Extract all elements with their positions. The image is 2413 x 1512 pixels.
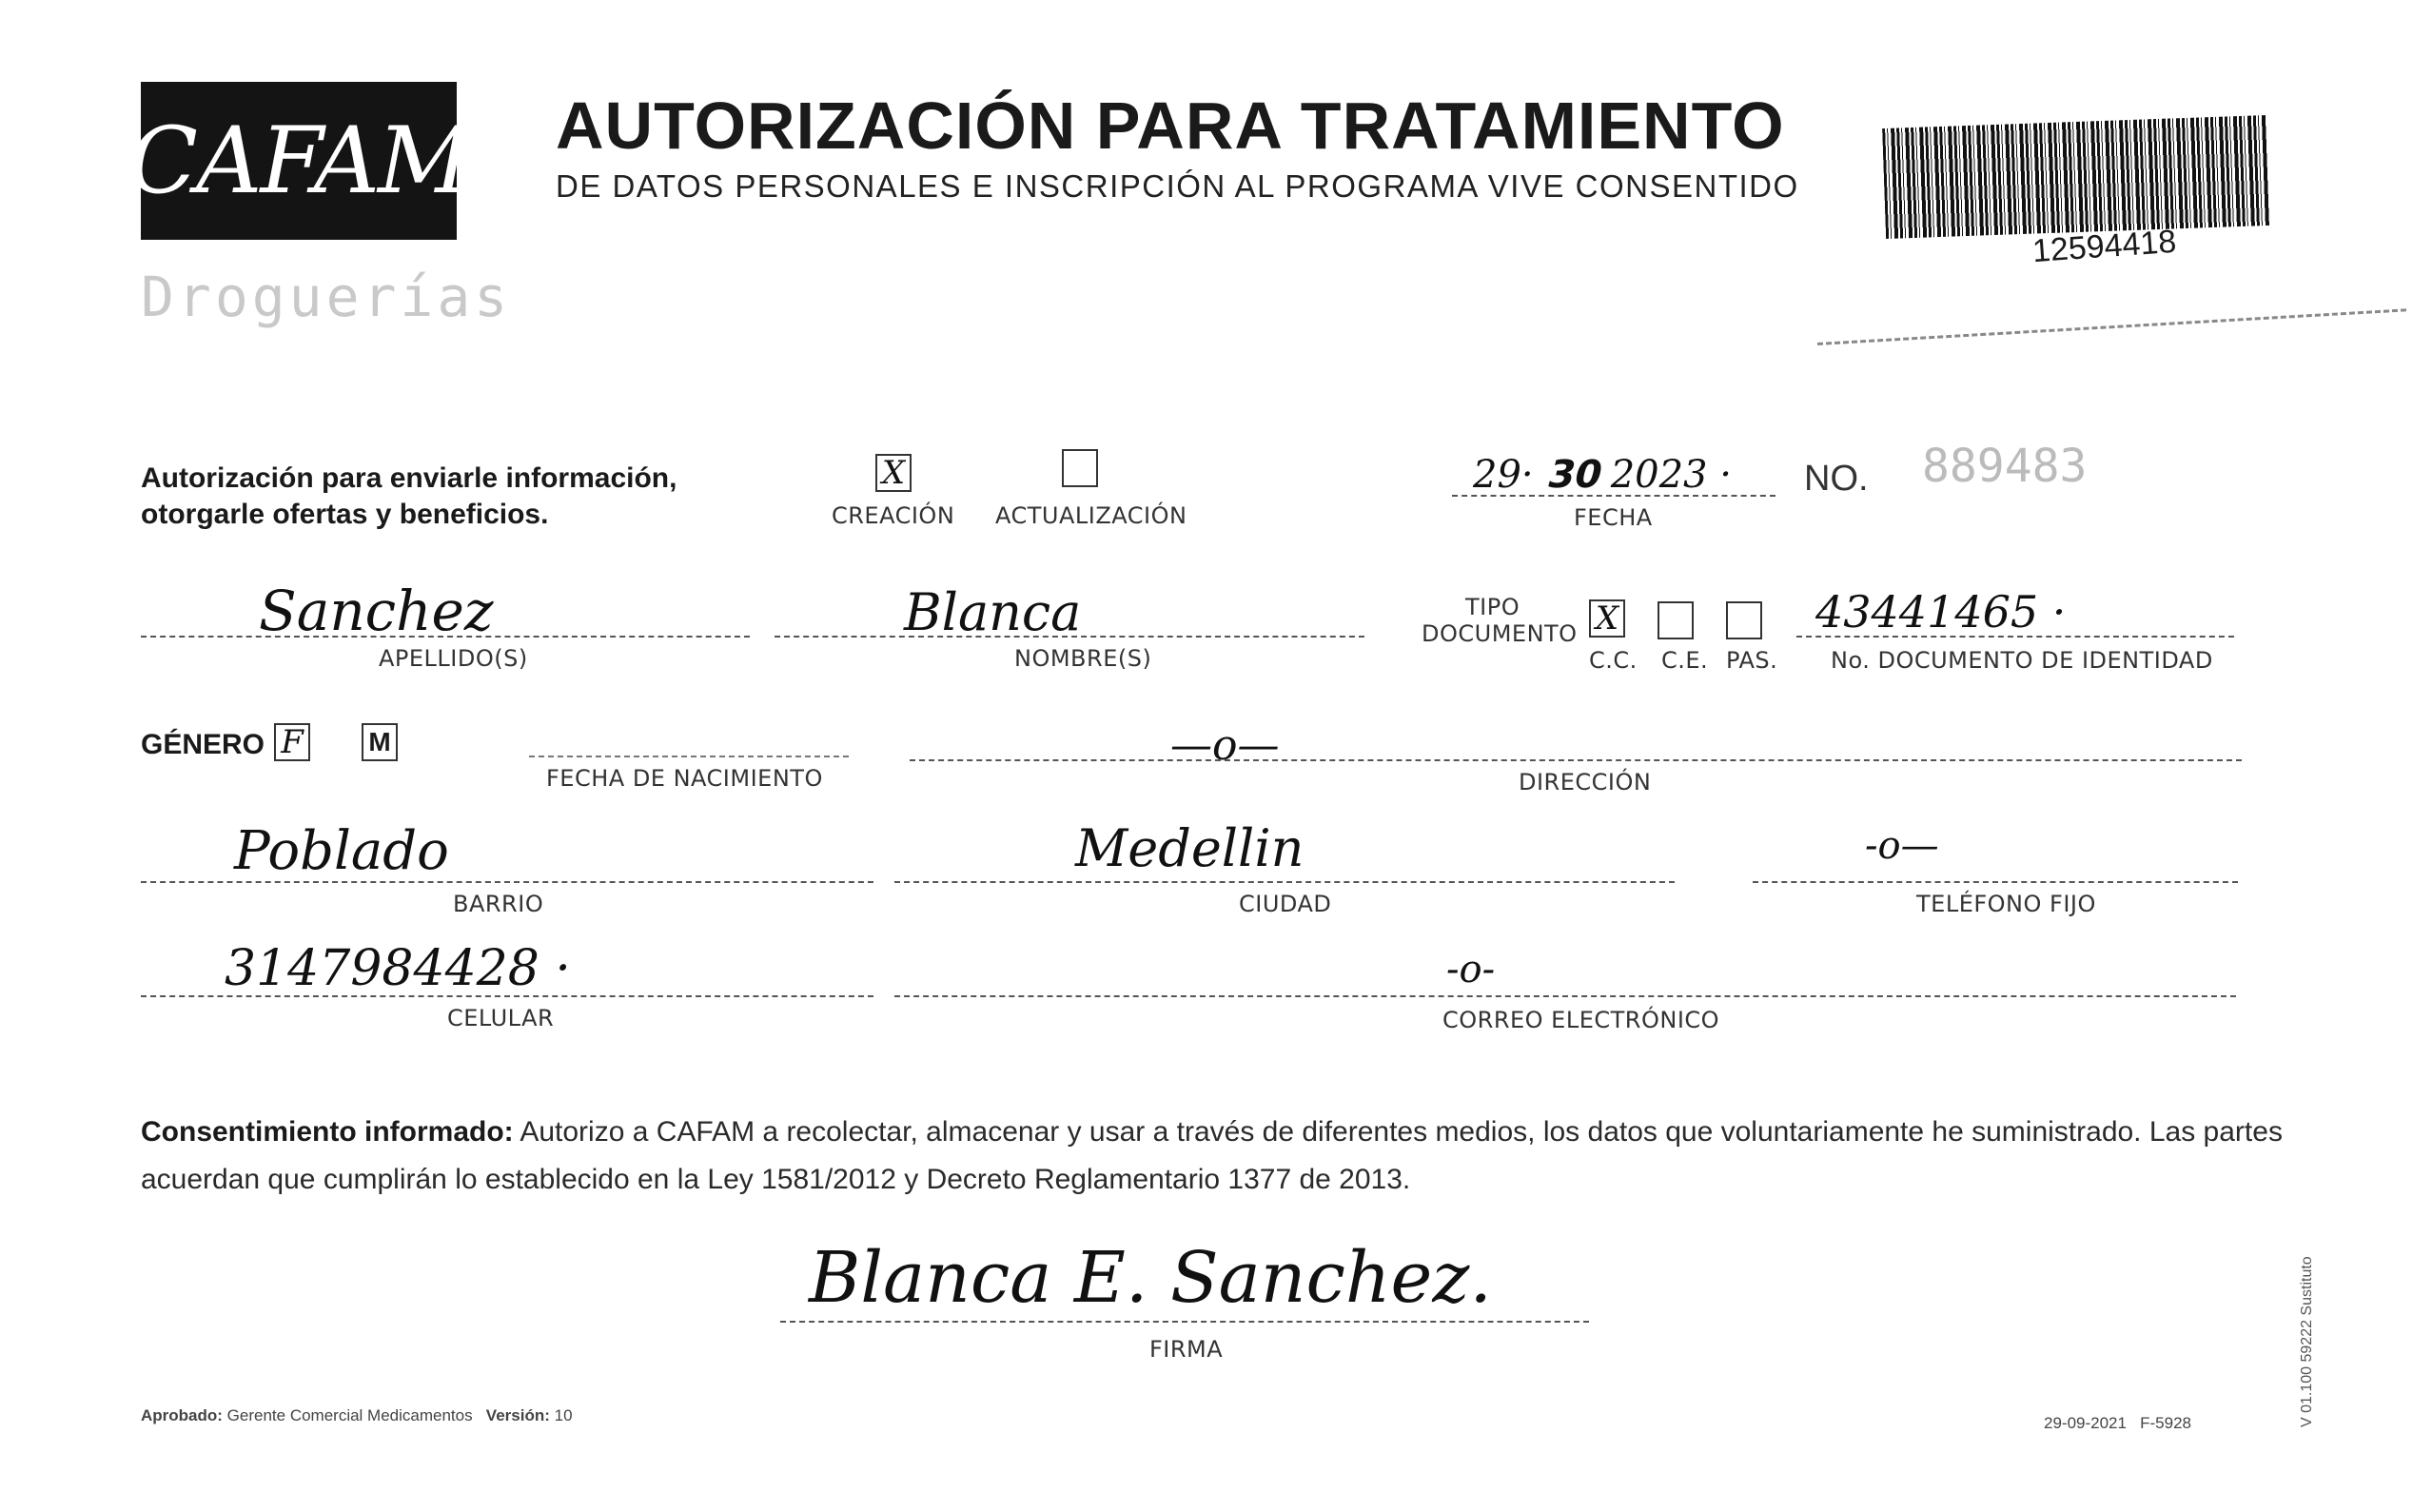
pas-label: PAS.: [1726, 647, 1778, 674]
creation-label: CREACIÓN: [832, 502, 955, 529]
signature-line: [780, 1321, 1589, 1323]
ciudad-label: CIUDAD: [1239, 891, 1332, 917]
nombre-label: NOMBRE(S): [1014, 645, 1152, 672]
auth-line-1: Autorización para enviarle información,: [141, 462, 677, 494]
barrio-value[interactable]: Poblado: [234, 820, 449, 882]
fecha-label: FECHA: [1574, 504, 1653, 531]
documento-number-label: No. DOCUMENTO DE IDENTIDAD: [1831, 647, 2213, 674]
fecha-nacimiento-field[interactable]: [529, 721, 849, 757]
telefono-label: TELÉFONO FIJO: [1916, 891, 2096, 917]
apellido-label: APELLIDO(S): [379, 645, 528, 672]
cafam-logo: [128, 82, 470, 240]
consent-heading: Consentimiento informado:: [141, 1116, 514, 1148]
apellido-value[interactable]: Sanchez: [259, 579, 494, 643]
logo-text: CAFAM: [128, 108, 470, 214]
form-code: F-5928: [2140, 1414, 2192, 1432]
barcode-number: 12594418: [2030, 223, 2178, 270]
pas-checkbox[interactable]: [1726, 601, 1762, 639]
no-label: NO.: [1804, 459, 1869, 499]
no-value: 889483: [1922, 440, 2088, 493]
update-label: ACTUALIZACIÓN: [995, 502, 1187, 529]
ciudad-value[interactable]: Medellin: [1075, 818, 1305, 878]
footer-codes: [2044, 1414, 2191, 1433]
consent-paragraph: [141, 1109, 2291, 1204]
correo-line: [894, 995, 2236, 997]
telefono-line: [1753, 881, 2238, 883]
auth-line-2: otorgarle ofertas y beneficios.: [141, 499, 549, 530]
documento-value[interactable]: 43441465 ·: [1815, 586, 2067, 638]
fecha-line: [1452, 495, 1775, 497]
date-code: 29-09-2021: [2044, 1414, 2127, 1432]
version-value: 10: [554, 1406, 573, 1424]
ce-label: C.E.: [1661, 647, 1709, 674]
nombre-line: [775, 636, 1364, 638]
form-title: AUTORIZACIÓN PARA TRATAMIENTO: [556, 88, 1785, 163]
apellido-line: [141, 636, 750, 638]
cc-label: C.C.: [1589, 647, 1638, 674]
celular-label: CELULAR: [447, 1005, 555, 1031]
cc-checkbox[interactable]: X: [1589, 599, 1625, 638]
fecha-nacimiento-label: FECHA DE NACIMIENTO: [546, 765, 823, 792]
aprobado-label: Aprobado:: [141, 1406, 223, 1424]
direccion-label: DIRECCIÓN: [1519, 769, 1652, 795]
version-label: Versión:: [485, 1406, 550, 1424]
barrio-label: BARRIO: [453, 891, 544, 917]
tipo-label: TIPO: [1465, 594, 1520, 620]
auth-text: [141, 461, 677, 533]
direccion-line: [910, 759, 2242, 761]
documento-label: DOCUMENTO: [1422, 620, 1578, 647]
ce-checkbox[interactable]: [1658, 601, 1694, 639]
nombre-value[interactable]: Blanca: [904, 582, 1082, 642]
logo-subtitle: Droguerías: [141, 265, 512, 329]
creation-checkbox[interactable]: X: [875, 454, 912, 492]
ciudad-line: [894, 881, 1675, 883]
footer-approval: [141, 1406, 573, 1425]
direccion-value[interactable]: —o—: [1170, 721, 1280, 770]
barrio-line: [141, 881, 873, 883]
correo-value[interactable]: -o-: [1446, 948, 1496, 992]
genero-label: GÉNERO: [141, 729, 265, 760]
correo-label: CORREO ELECTRÓNICO: [1442, 1007, 1720, 1033]
celular-value[interactable]: 3147984428 ·: [225, 940, 571, 997]
signature-label: FIRMA: [1149, 1336, 1224, 1363]
side-code: V 01.100 59222 Sustituto: [2299, 1256, 2315, 1427]
consent-text: Autorizo a CAFAM a recolectar, almacenar y usar a través de diferentes medios, los datos que voluntariamente he suministrado. Las partes acuerdan que cumplirán lo establecido en la Ley 1581/2012 y Decreto Reglamentario 1377 de 2013.: [141, 1116, 2283, 1195]
documento-line: [1796, 636, 2234, 638]
fecha-value[interactable]: 29· 𝟯𝟬 2023 ·: [1473, 453, 1732, 497]
form-subtitle: DE DATOS PERSONALES E INSCRIPCIÓN AL PROGRAMA VIVE CONSENTIDO: [556, 168, 1799, 204]
cut-line: [1817, 308, 2406, 345]
update-checkbox[interactable]: [1062, 449, 1098, 487]
barcode: [1882, 115, 2270, 239]
aprobado-value: Gerente Comercial Medicamentos: [226, 1406, 473, 1424]
signature-value[interactable]: Blanca E. Sanchez.: [809, 1237, 1492, 1319]
telefono-value[interactable]: -o—: [1865, 824, 1939, 868]
genero-f-checkbox[interactable]: F: [274, 723, 310, 761]
genero-m-checkbox[interactable]: M: [362, 723, 398, 761]
celular-line: [141, 995, 873, 997]
